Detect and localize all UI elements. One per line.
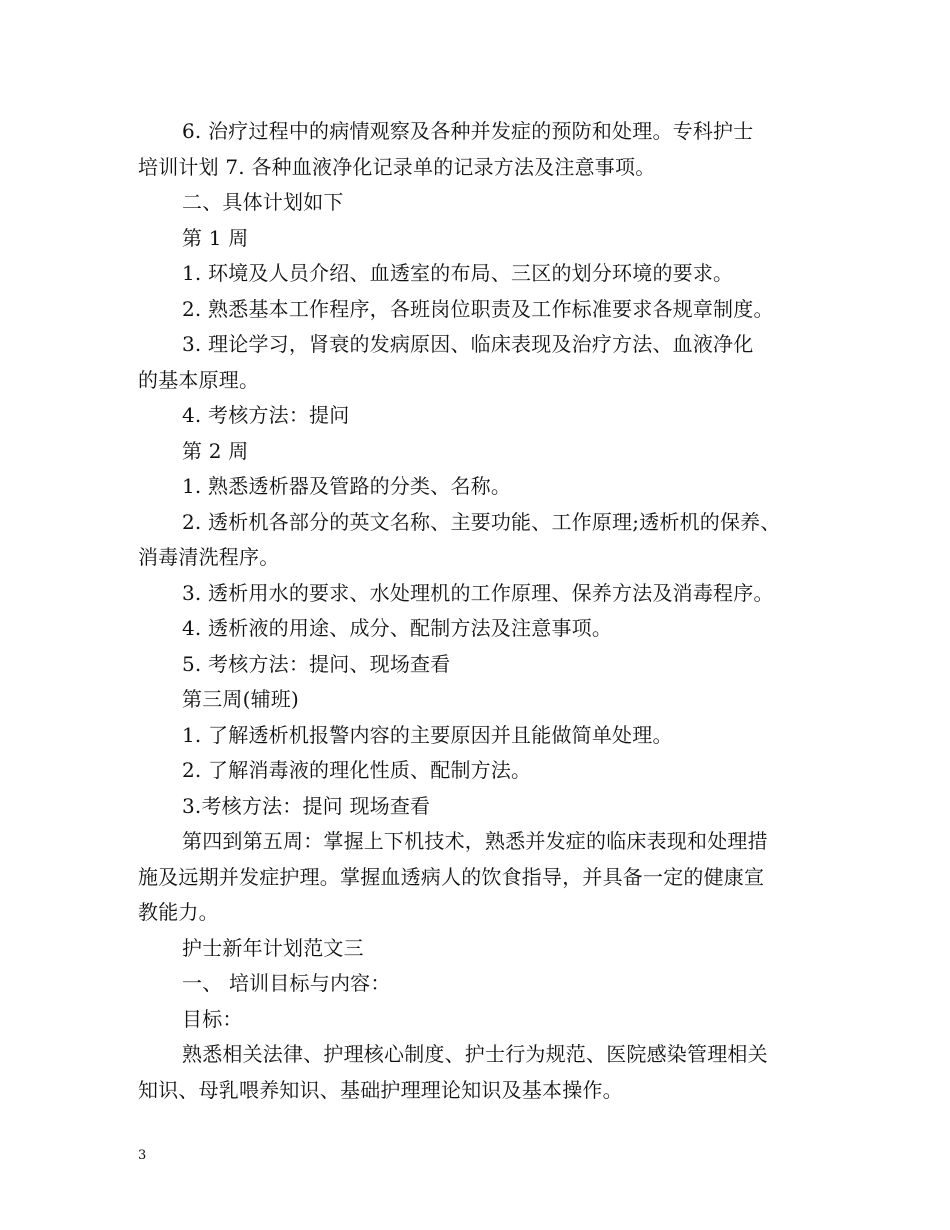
text-line: 3.考核方法：提问 现场查看	[182, 793, 431, 818]
document-body	[138, 114, 818, 1108]
text-line: 第 2 周	[182, 438, 249, 463]
text-line: 培训计划 7. 各种血液净化记录单的记录方法及注意事项。	[138, 154, 656, 179]
text-line: 的基本原理。	[138, 367, 260, 392]
text-line: 护士新年计划范文三	[182, 935, 364, 960]
text-line: 1. 了解透析机报警内容的主要原因并且能做简单处理。	[182, 722, 673, 747]
text-line: 6. 治疗过程中的病情观察及各种并发症的预防和处理。专科护士	[182, 119, 754, 143]
text-line: 第四到第五周：掌握上下机技术，熟悉并发症的临床表现和处理措	[182, 829, 768, 853]
page-number: 3	[138, 1148, 147, 1163]
text-line: 消毒清洗程序。	[138, 545, 280, 569]
text-line: 2. 了解消毒液的理化性质、配制方法。	[182, 758, 532, 782]
text-line: 2. 透析机各部分的英文名称、主要功能、工作原理;透析机的保养、	[182, 509, 781, 534]
text-line: 第 1 周	[182, 225, 249, 250]
text-line: 1. 熟悉透析器及管路的分类、名称。	[182, 474, 512, 498]
text-line: 施及远期并发症护理。掌握血透病人的饮食指导，并具备一定的健康宣	[138, 864, 765, 889]
text-line: 一、 培训目标与内容：	[182, 971, 391, 995]
text-line: 二、具体计划如下	[182, 190, 344, 214]
text-line: 知识、母乳喂养知识、基础护理理论知识及基本操作。	[138, 1077, 623, 1102]
text-line: 3. 透析用水的要求、水处理机的工作原理、保养方法及消毒程序。	[182, 580, 774, 605]
text-line: 教能力。	[138, 900, 219, 924]
text-line: 5. 考核方法：提问、现场查看	[182, 651, 451, 676]
text-line: 目标：	[182, 1006, 243, 1031]
text-line: 熟悉相关法律、护理核心制度、护士行为规范、医院感染管理相关	[182, 1042, 768, 1066]
text-line: 4. 透析液的用途、成分、配制方法及注意事项。	[182, 616, 613, 640]
text-line: 4. 考核方法：提问	[182, 403, 350, 427]
text-line: 1. 环境及人员介绍、血透室的布局、三区的划分环境的要求。	[182, 261, 734, 285]
text-line: 3. 理论学习，肾衰的发病原因、临床表现及治疗方法、血液净化	[182, 332, 754, 356]
text-line: 第三周(辅班)	[182, 687, 300, 711]
text-line: 2. 熟悉基本工作程序，各班岗位职责及工作标准要求各规章制度。	[182, 296, 774, 321]
